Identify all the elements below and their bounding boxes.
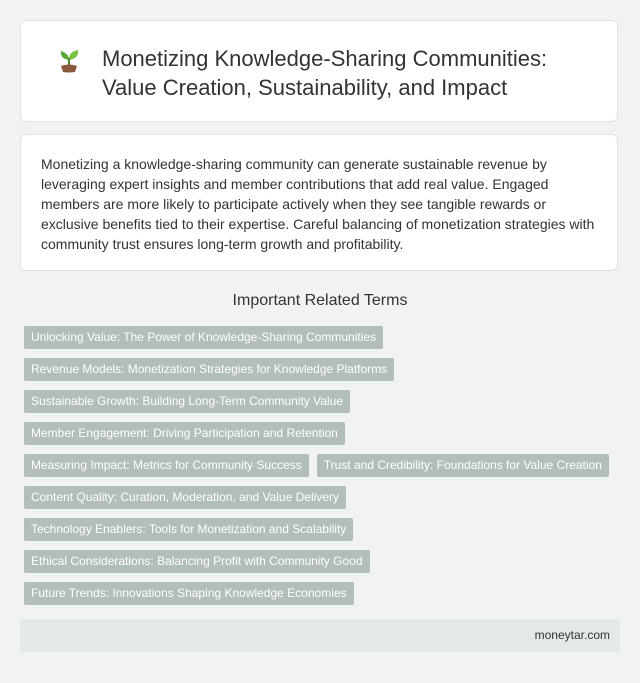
related-term-tag[interactable]: Unlocking Value: The Power of Knowledge-Sharing Communities <box>24 326 383 349</box>
related-term-tag[interactable]: Member Engagement: Driving Participation and Retention <box>24 422 345 445</box>
related-terms-heading: Important Related Terms <box>232 292 408 309</box>
related-term-tag[interactable]: Sustainable Growth: Building Long-Term Community Value <box>24 390 350 413</box>
related-term-tag[interactable]: Content Quality: Curation, Moderation, and Value Delivery <box>24 486 346 509</box>
related-term-tag[interactable]: Future Trends: Innovations Shaping Knowledge Economies <box>24 582 354 605</box>
related-term-tag[interactable]: Ethical Considerations: Balancing Profit with Community Good <box>24 550 370 573</box>
summary-text: Monetizing a knowledge-sharing community can generate sustainable revenue by leveraging expert insights and member contributions that add real value. Engaged members are more likely to participate actively when they see tangible rewards or exclusive benefits tied to their expertise. Careful balancing of monetization strategies with community trust ensures long-term growth and profitability. <box>41 156 595 252</box>
title-card <box>20 20 618 122</box>
footer <box>20 619 620 652</box>
related-term-tag[interactable]: Revenue Models: Monetization Strategies for Knowledge Platforms <box>24 358 394 381</box>
footer-site-link[interactable]: moneytar.com <box>534 628 610 642</box>
related-terms-list <box>24 326 620 605</box>
summary-card <box>20 134 618 271</box>
related-term-tag[interactable]: Measuring Impact: Metrics for Community Success <box>24 454 309 477</box>
seedling-icon <box>55 46 83 74</box>
related-term-tag[interactable]: Trust and Credibility: Foundations for Value Creation <box>317 454 609 477</box>
page-title: Monetizing Knowledge-Sharing Communities: Value Creation, Sustainability, and Impact <box>102 46 548 100</box>
related-term-tag[interactable]: Technology Enablers: Tools for Monetization and Scalability <box>24 518 353 541</box>
